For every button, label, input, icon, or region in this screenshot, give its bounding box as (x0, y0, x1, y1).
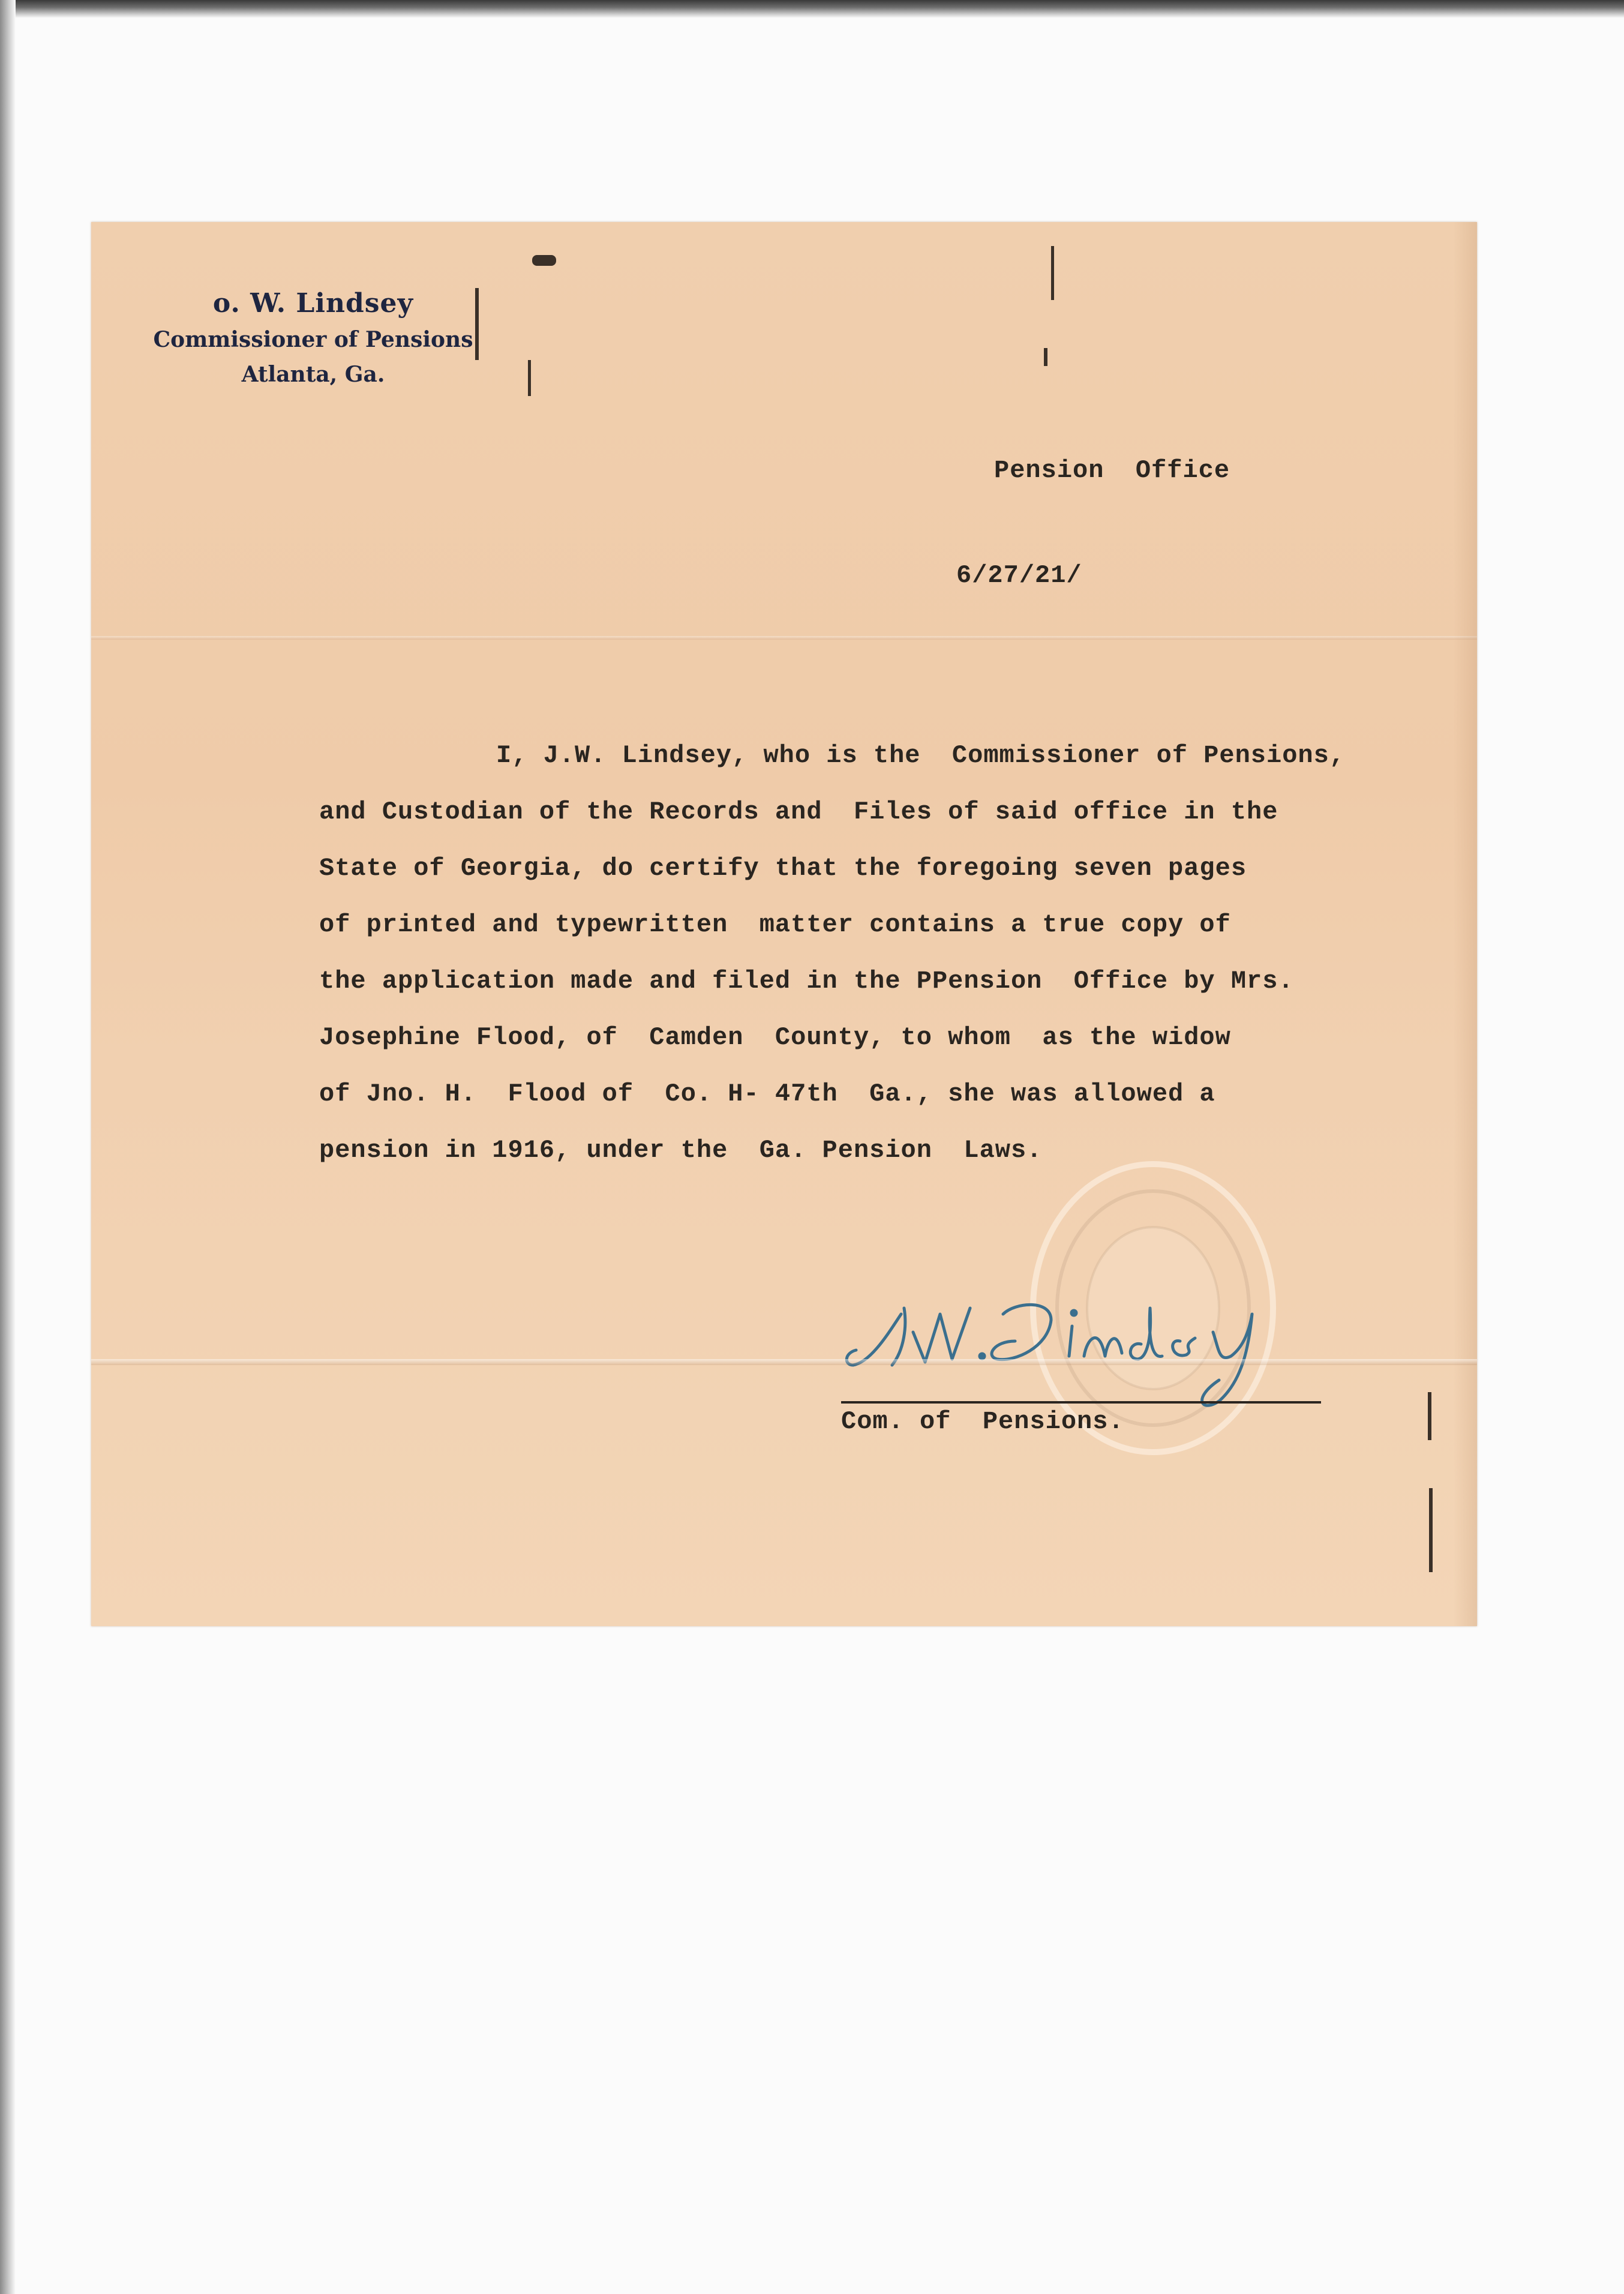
body-line: I, J.W. Lindsey, who is the Commissioner of Pensions, (496, 741, 1346, 770)
scan-left-edge (0, 0, 16, 2294)
letterhead-city: Atlanta, Ga. (241, 362, 385, 387)
staple-mark (1044, 348, 1047, 366)
office-heading: Pension Office (994, 456, 1230, 485)
handwritten-signature (835, 1242, 1375, 1422)
body-line: of Jno. H. Flood of Co. H- 47th Ga., she was allowed a (319, 1079, 1215, 1108)
tear-mark (532, 255, 556, 266)
edge-mark (1428, 1392, 1431, 1440)
edge-mark (1429, 1488, 1433, 1572)
letterhead (145, 285, 481, 392)
body-line: State of Georgia, do certify that the foregoing seven pages (319, 854, 1247, 883)
body-line: and Custodian of the Records and Files of said office in the (319, 797, 1278, 826)
body-line: of printed and typewritten matter contains a true copy of (319, 910, 1231, 939)
staple-mark (1051, 246, 1054, 300)
signature-caption: Com. of Pensions. (841, 1407, 1124, 1436)
staple-mark (528, 360, 531, 396)
letterhead-name: o. W. Lindsey (212, 288, 414, 319)
body-line: pension in 1916, under the Ga. Pension Laws. (319, 1136, 1043, 1165)
certification-text (319, 727, 1459, 1179)
body-line: Josephine Flood, of Camden County, to whom as the widow (319, 1023, 1231, 1052)
letterhead-title: Commissioner of Pensions (153, 327, 473, 352)
body-line: the application made and filed in the PPension Office by Mrs. (319, 967, 1294, 995)
document-page (91, 222, 1477, 1626)
signature-line (841, 1401, 1321, 1404)
scan-top-edge (0, 0, 1624, 18)
letter-date: 6/27/21/ (956, 561, 1082, 590)
